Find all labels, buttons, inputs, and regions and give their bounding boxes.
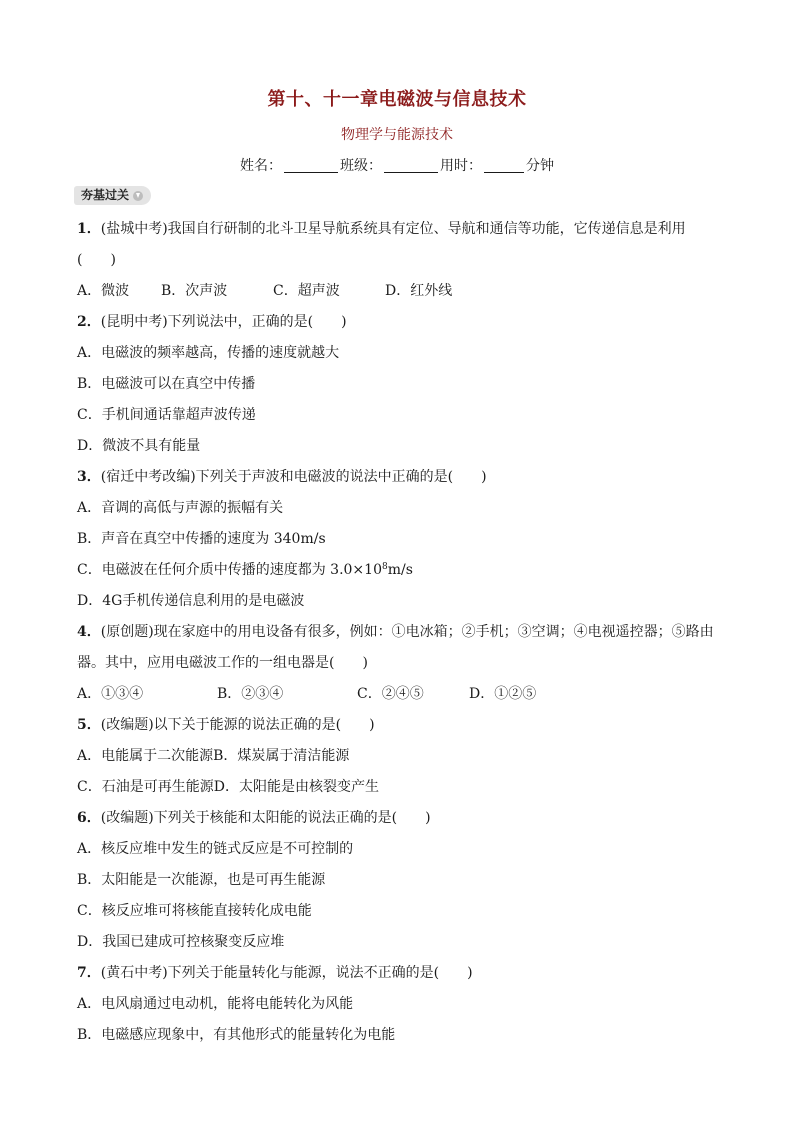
- question-text: (改编题)以下关于能源的说法正确的是( ): [100, 717, 375, 733]
- question-number: 6．: [77, 810, 101, 826]
- time-label: 用时：: [440, 158, 482, 174]
- question-4-options: [77, 679, 722, 710]
- option: A．①③④: [77, 686, 144, 702]
- question-list: [77, 214, 722, 1051]
- class-label: 班级：: [340, 158, 382, 174]
- section-tag: [74, 186, 151, 205]
- section-tag-label: 夯基过关: [81, 188, 130, 202]
- question-number: 3．: [77, 469, 101, 485]
- option: [77, 555, 722, 586]
- option: A．电能属于二次能源: [77, 748, 214, 764]
- option-text: C．电磁波在任何介质中传播的速度都为 3.0×10: [77, 562, 382, 578]
- option: D．①②⑤: [469, 686, 537, 702]
- question-number: 1．: [77, 221, 101, 237]
- question-1-stem: [77, 214, 722, 245]
- option: D．太阳能是由核裂变产生: [213, 779, 379, 795]
- question-7-stem: [77, 958, 722, 989]
- time-blank: [484, 158, 524, 173]
- question-5-options-row-2: [77, 772, 722, 803]
- question-3-stem: [77, 462, 722, 493]
- question-text: (原创题)现在家庭中的用电设备有很多，例如：①电冰箱；②手机；③空调；④电视遥控器；⑤路由: [100, 624, 714, 640]
- option: B．电磁感应现象中，有其他形式的能量转化为电能: [77, 1027, 396, 1043]
- question-6-stem: [77, 803, 722, 834]
- question-4-stem-continued: 器。其中，应用电磁波工作的一组电器是( ): [77, 655, 368, 671]
- question-1-options: [77, 276, 722, 307]
- option: B．电磁波可以在真空中传播: [77, 376, 256, 392]
- unit: m/s: [387, 562, 413, 578]
- question-5-stem: [77, 710, 722, 741]
- option: A．音调的高低与声源的振幅有关: [77, 500, 284, 516]
- question-text: (宿迁中考改编)下列关于声波和电磁波的说法中正确的是( ): [100, 469, 487, 485]
- option: C．石油是可再生能源: [77, 779, 214, 795]
- option: B．太阳能是一次能源，也是可再生能源: [77, 872, 326, 888]
- student-info-line: [0, 155, 794, 175]
- name-blank: [284, 158, 338, 173]
- question-number: 4．: [77, 624, 101, 640]
- option: C．②④⑤: [357, 686, 424, 702]
- question-number: 2．: [77, 314, 101, 330]
- class-blank: [384, 158, 438, 173]
- question-5-options-row-1: [77, 741, 722, 772]
- page-title: 第十、十一章电磁波与信息技术: [267, 89, 527, 110]
- chevron-down-icon: [133, 191, 143, 201]
- name-label: 姓名：: [240, 158, 282, 174]
- question-text: (昆明中考)下列说法中，正确的是( ): [100, 314, 347, 330]
- option: C．手机间通话靠超声波传递: [77, 407, 256, 423]
- option: C．核反应堆可将核能直接转化成电能: [77, 903, 312, 919]
- exponent: 8: [381, 562, 388, 572]
- option: D．微波不具有能量: [77, 438, 201, 454]
- question-2-stem: [77, 307, 722, 338]
- option: B．②③④: [217, 686, 284, 702]
- question-1-stem-continued: ( ): [77, 252, 116, 268]
- option: A．核反应堆中发生的链式反应是不可控制的: [77, 841, 354, 857]
- option: B．声音在真空中传播的速度为 340m/s: [77, 531, 326, 547]
- question-text: (黄石中考)下列关于能量转化与能源，说法不正确的是( ): [100, 965, 473, 981]
- option: D．我国已建成可控核聚变反应堆: [77, 934, 285, 950]
- question-text: (改编题)下列关于核能和太阳能的说法正确的是( ): [100, 810, 431, 826]
- option: D．4G手机传递信息利用的是电磁波: [77, 593, 305, 609]
- option: B．次声波: [161, 283, 228, 299]
- minutes-label: 分钟: [526, 158, 554, 174]
- page-subtitle: 物理学与能源技术: [341, 127, 453, 143]
- question-text: (盐城中考)我国自行研制的北斗卫星导航系统具有定位、导航和通信等功能，它传递信息是利用: [100, 221, 686, 237]
- question-number: 7．: [77, 965, 101, 981]
- option: C．超声波: [273, 283, 340, 299]
- option: D．红外线: [385, 283, 453, 299]
- option: A．电风扇通过电动机，能将电能转化为风能: [77, 996, 354, 1012]
- question-number: 5．: [77, 717, 101, 733]
- option: A．微波: [77, 283, 130, 299]
- option: B．煤炭属于清洁能源: [213, 748, 350, 764]
- option: A．电磁波的频率越高，传播的速度就越大: [77, 345, 340, 361]
- question-4-stem: [77, 617, 722, 648]
